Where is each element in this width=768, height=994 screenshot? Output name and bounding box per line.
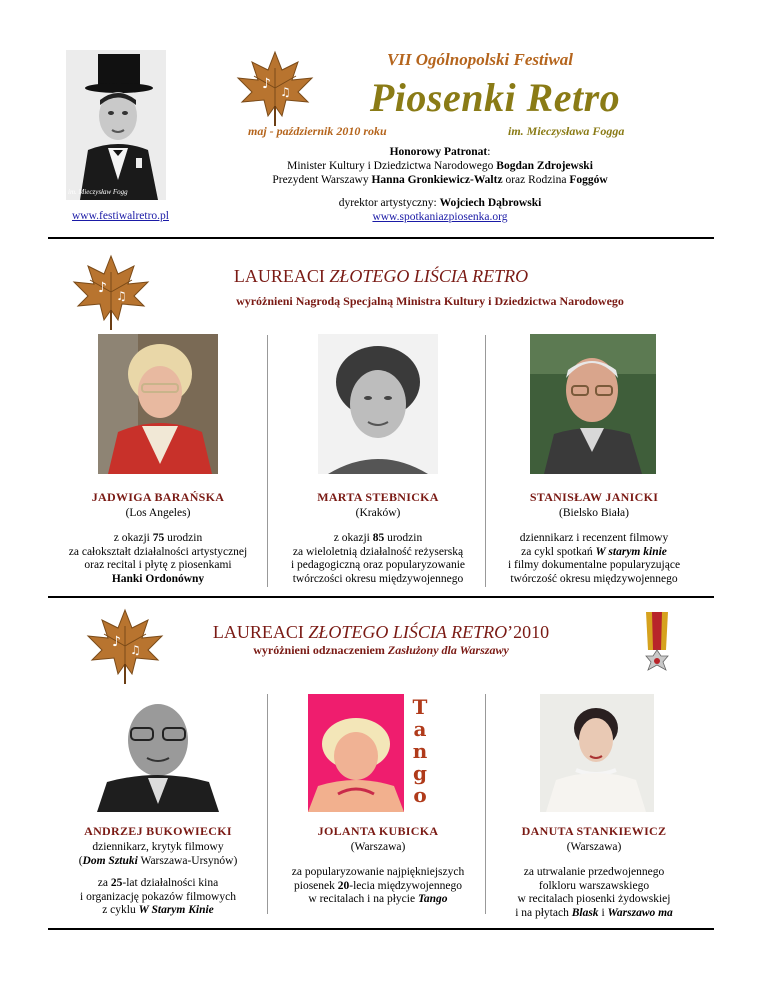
desc-line: i pedagogiczną oraz popularyzowanie [290,559,466,571]
section2-title [48,622,714,643]
section2-subtitle [48,643,714,658]
desc-line: w recitalach piosenki żydowskiej [517,893,671,905]
column-divider [267,694,268,914]
desc-bold: 75 [152,532,165,544]
section2-subtitle-italic: Zasłużony dla Warszawy [387,643,509,657]
desc-text: ( [78,854,83,867]
festival-patron-name: im. Mieczysława Fogga [508,124,625,138]
laureate-description [52,841,264,918]
artistic-director [230,196,650,224]
column-divider [267,335,268,587]
laureate-name: MARTA STEBNICKA [317,490,439,504]
desc-bold-italic: W Starym Kinie [138,904,214,916]
tango-letter: o [413,783,427,807]
svg-text:♪: ♪ [112,634,121,650]
section1-subtitle: wyróżnieni Nagrodą Specjalną Ministra Kultury i Dziedzictwa Narodowego [236,294,624,308]
desc-bold: 20 [337,879,350,892]
desc-text: -lecia międzywojennego [349,879,462,892]
laureate-description [488,532,700,586]
laureate-city: (Kraków) [355,507,401,519]
desc-bold: Hanki Ordonówny [111,572,205,585]
section1-title [48,266,714,287]
maple-leaf-icon [68,252,154,332]
fogg-portrait [66,50,166,200]
laureate-jolanta-kubicka [272,824,484,907]
laureate-jadwiga-baranska [52,490,264,586]
photo-signature: im. Mieczysław Fogg [68,188,128,196]
desc-bold-italic: Warszawo ma [607,906,673,919]
desc-bold: 85 [372,532,385,544]
desc-bold: 25 [110,877,123,889]
photo-danuta-stankiewicz [540,694,654,812]
desc-line: twórczość okresu międzywojennego [510,572,678,585]
patron-president-name: Hanna Gronkiewicz-Waltz [371,174,503,186]
desc-bold-italic: Blask [571,906,599,919]
patron-line2-text: Prezydent Warszawy [272,174,372,186]
patron-minister-name: Bogdan Zdrojewski [496,160,593,172]
desc-text: urodzin [164,532,203,544]
desc-bold-italic: Tango [417,893,448,905]
desc-text: z okazji [113,532,153,544]
site-link-left[interactable]: www.festiwalretro.pl [72,210,169,222]
desc-text: z cyklu [102,904,139,916]
desc-line: za wieloletnią działalność reżyserską [292,545,464,558]
laureate-description [272,866,484,907]
tango-letter: n [412,739,428,763]
patron-family-name: Foggów [569,174,608,186]
director-label: dyrektor artystyczny: [338,197,440,209]
section2-title-italic: ZŁOTEGO LIŚCIA RETRO [308,622,508,642]
laureate-danuta-stankiewicz [488,824,700,920]
photo-stanislaw-janicki [530,334,656,474]
desc-text: Warszawa-Ursynów) [137,854,238,867]
svg-text:♫: ♫ [116,289,127,303]
maple-leaf-icon [232,48,318,128]
desc-line: za utrwalanie przedwojennego [523,866,665,878]
laureate-description [52,532,264,586]
tango-letter: a [413,717,427,741]
desc-text: i [598,906,608,919]
desc-text: za [97,877,111,889]
desc-line: twórczości okresu międzywojennego [292,572,464,585]
patron-line2-mid: oraz Rodzina [502,174,570,186]
photo-marta-stebnicka [318,334,438,474]
column-divider [485,335,486,587]
laureate-city: (Los Angeles) [125,507,191,519]
patronage-label: Honorowy Patronat [389,146,488,158]
site-link-right[interactable]: www.spotkaniazpiosenka.org [372,211,508,223]
desc-text: piosenek [294,879,338,892]
svg-text:♪: ♪ [98,280,107,296]
laureate-name: STANISŁAW JANICKI [529,490,659,504]
desc-text: w recitalach i na płycie [308,893,418,905]
desc-line: dziennikarz i recenzent filmowy [519,532,669,544]
section2-title-year: ’2010 [507,622,550,642]
patron-line1-text: Minister Kultury i Dziedzictwa Narodowego [287,160,497,172]
laureate-andrzej-bukowiecki [52,824,264,918]
tango-letter: T [412,695,428,719]
divider [48,237,714,239]
svg-text:♫: ♫ [130,643,141,657]
desc-bold-italic: Dom Sztuki [82,854,138,867]
laureate-city: (Warszawa) [350,841,406,853]
desc-line: i filmy dokumentalne popularyzujące [507,559,681,571]
section2-title-plain: LAUREACI [212,622,309,642]
section1-title-plain: LAUREACI [233,266,330,286]
laureate-name: ANDRZEJ BUKOWIECKI [84,824,232,838]
divider [48,596,714,598]
festival-title: Piosenki Retro [369,75,621,120]
tango-album-title [404,696,436,806]
laureate-city: (Bielsko Biała) [559,507,629,519]
desc-line: za całokształt działalności artystycznej [68,545,248,558]
director-name: Wojciech Dąbrowski [439,197,542,209]
tango-letter: g [413,761,427,785]
section1-title-italic: ZŁOTEGO LIŚCIA RETRO [329,266,529,286]
svg-text:♪: ♪ [262,76,271,92]
photo-jolanta-kubicka [308,694,436,812]
desc-line: dziennikarz, krytyk filmowy [92,841,224,853]
desc-text: -lat działalności kina [122,877,219,889]
desc-text: i na płytach [515,906,572,919]
laureate-city: (Warszawa) [566,841,622,853]
honorary-patronage: Honorowy Patronat: Minister Kultury i Dziedzictwa Narodowego Bogdan Zdrojewski Prezydent Warszawy Hanna Gronkiewicz-Waltz oraz Rodzina Foggów [272,146,608,186]
festival-dates: maj - październik 2010 roku [248,124,387,138]
section2-subtitle-text: wyróżnieni odznaczeniem [253,643,388,657]
laureate-description [272,532,484,586]
desc-text: za cykl spotkań [521,545,596,558]
desc-line: i organizację pokazów filmowych [80,890,236,903]
laureate-stanislaw-janicki [488,490,700,586]
laureate-name: JOLANTA KUBICKA [317,824,439,838]
desc-text: urodzin [384,532,423,544]
desc-line: oraz recital i płytę z piosenkami [84,559,232,571]
photo-andrzej-bukowiecki [93,694,223,812]
laureate-description [488,866,700,920]
column-divider [485,694,486,914]
desc-line: folkloru warszawskiego [538,879,650,892]
divider [48,928,714,930]
medal-icon [642,612,672,678]
laureate-name: DANUTA STANKIEWICZ [521,824,667,838]
desc-bold-italic: W starym kinie [595,545,667,558]
photo-jadwiga-baranska [98,334,218,474]
desc-line: za popularyzowanie najpiękniejszych [291,866,465,878]
festival-subtitle: VII Ogólnopolski Festiwal [386,50,574,69]
laureate-name: JADWIGA BARAŃSKA [91,490,225,504]
desc-text: z okazji [333,532,373,544]
laureate-marta-stebnicka [272,490,484,586]
svg-text:♫: ♫ [280,85,291,99]
